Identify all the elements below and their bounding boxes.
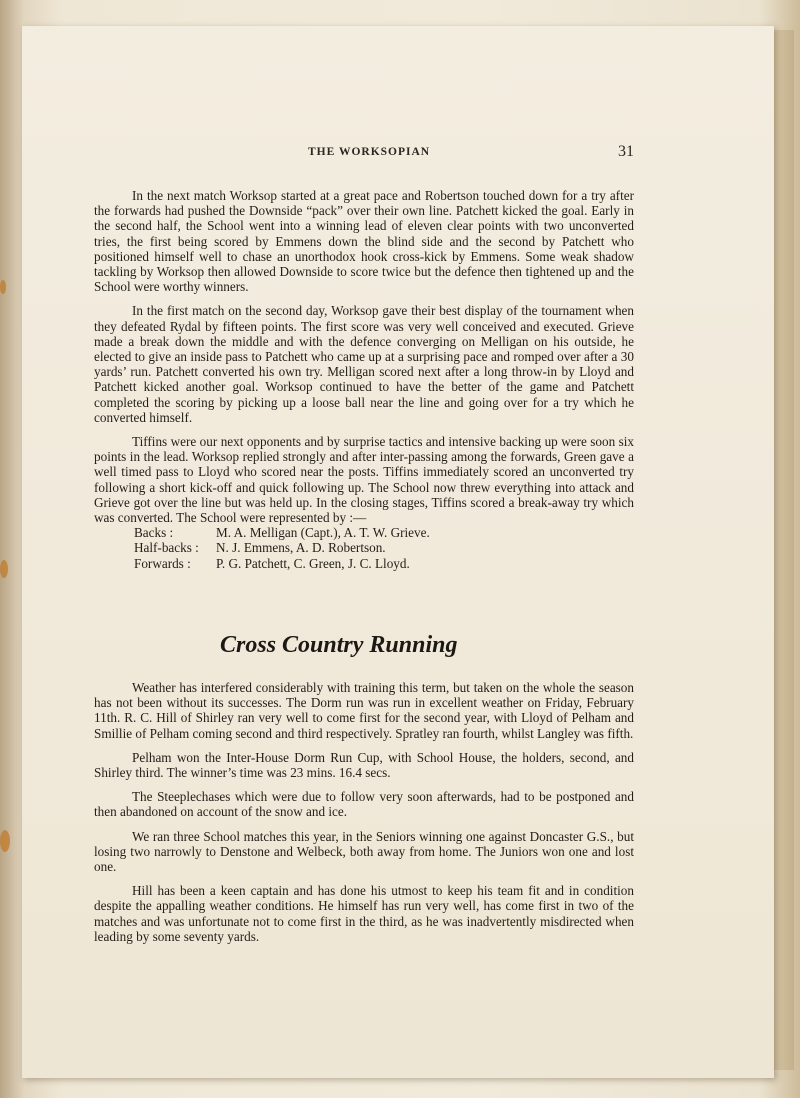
team-line-backs [94, 525, 634, 540]
section-heading: Cross Country Running [220, 632, 458, 658]
page-stain [0, 280, 6, 294]
team-role: Backs : [134, 525, 174, 541]
paragraph: Pelham won the Inter-House Dorm Run Cup, with School House, the holders, second, and Shirley third. The winner’s time was 23 mins. 16.4 secs. [94, 749, 634, 781]
team-line-half-backs [94, 540, 634, 555]
paragraph: The Steeplechases which were due to follow very soon afterwards, had to be postponed and then abandoned on account of the snow and ice. [94, 789, 634, 820]
paragraph: Tiffins were our next opponents and by surprise tactics and intensive backing up were soon six points in the lead. Worksop replied strongly and after inter-passing among the forwards, Green gave a well timed pass to Lloyd who scored near the posts. Tiffins immediately scored an unconverted try following a short kick-off and quick following up. The School now threw everything into attack and Grieve got over the line but was held up. In the closing stages, Tiffins scored a break-away try which was converted. The School were represented by :— [94, 434, 634, 526]
team-players: M. A. Melligan (Capt.), A. T. W. Grieve. [216, 525, 430, 541]
paragraph: Weather has interfered considerably with training this term, but taken on the whole the season has not been without its successes. The Dorm run was run in excellent weather on Friday, February 11th. R. C. Hill of Shirley ran very well to come first for the second year, with Lloyd of Pelham and Smillie of Pelham coming second and third respectively. Spratley ran fourth, whilst Langley was fifth. [94, 680, 634, 741]
paragraph: Hill has been a keen captain and has done his utmost to keep his team fit and in condition despite the appalling weather conditions. He himself has run very well, has come first in two of the matches and was unfortunate not to come first in the third, as he was inadvertently misdirected when leading by some seventy yards. [94, 883, 634, 944]
paragraph: In the next match Worksop started at a great pace and Robertson touched down for a try after the forwards had pushed the Downside “pack” over their own line. Patchett kicked the goal. Early in the second half, the School went into a winning lead of eleven clear points with two unconverted tries, the first being scored by Emmens down the blind side and the second by Patchett who positioned himself well to chase an unorthodox hook cross-kick by Emmens. Some weak shadow tackling by Worksop then allowed Downside to score twice but the defence then tightened up and the School were worthy winners. [94, 188, 634, 295]
team-players: N. J. Emmens, A. D. Robertson. [216, 540, 386, 556]
running-head: THE WORKSOPIAN [308, 146, 431, 158]
page-stain [0, 830, 10, 852]
page-stain [0, 560, 8, 578]
page-number: 31 [618, 143, 634, 160]
cross-country-report [94, 680, 634, 953]
team-line-forwards [94, 556, 634, 571]
team-role: Half-backs : [134, 540, 199, 556]
paragraph: We ran three School matches this year, in the Seniors winning one against Doncaster G.S., but losing two narrowly to Denstone and Welbeck, both away from home. The Juniors won one and lost one. [94, 828, 634, 875]
team-players: P. G. Patchett, C. Green, J. C. Lloyd. [216, 555, 410, 571]
rugby-report [94, 188, 634, 571]
team-role: Forwards : [134, 555, 191, 571]
paragraph: In the first match on the second day, Worksop gave their best display of the tournament when they defeated Rydal by fifteen points. The first score was very well conceived and executed. Grieve made a break down the middle and with the defence converging on Melligan on his outside, he elected to give an inside pass to Patchett who came up at a surprising pace and romped over after a 30 yards’ run. Patchett converted his own try. Melligan scored next after a long throw-in by Lloyd and Patchett kicked another goal. Worksop continued to have the better of the game and Patchett completed the scoring by picking up a loose ball near the line and going over for a try which he converted himself. [94, 303, 634, 425]
